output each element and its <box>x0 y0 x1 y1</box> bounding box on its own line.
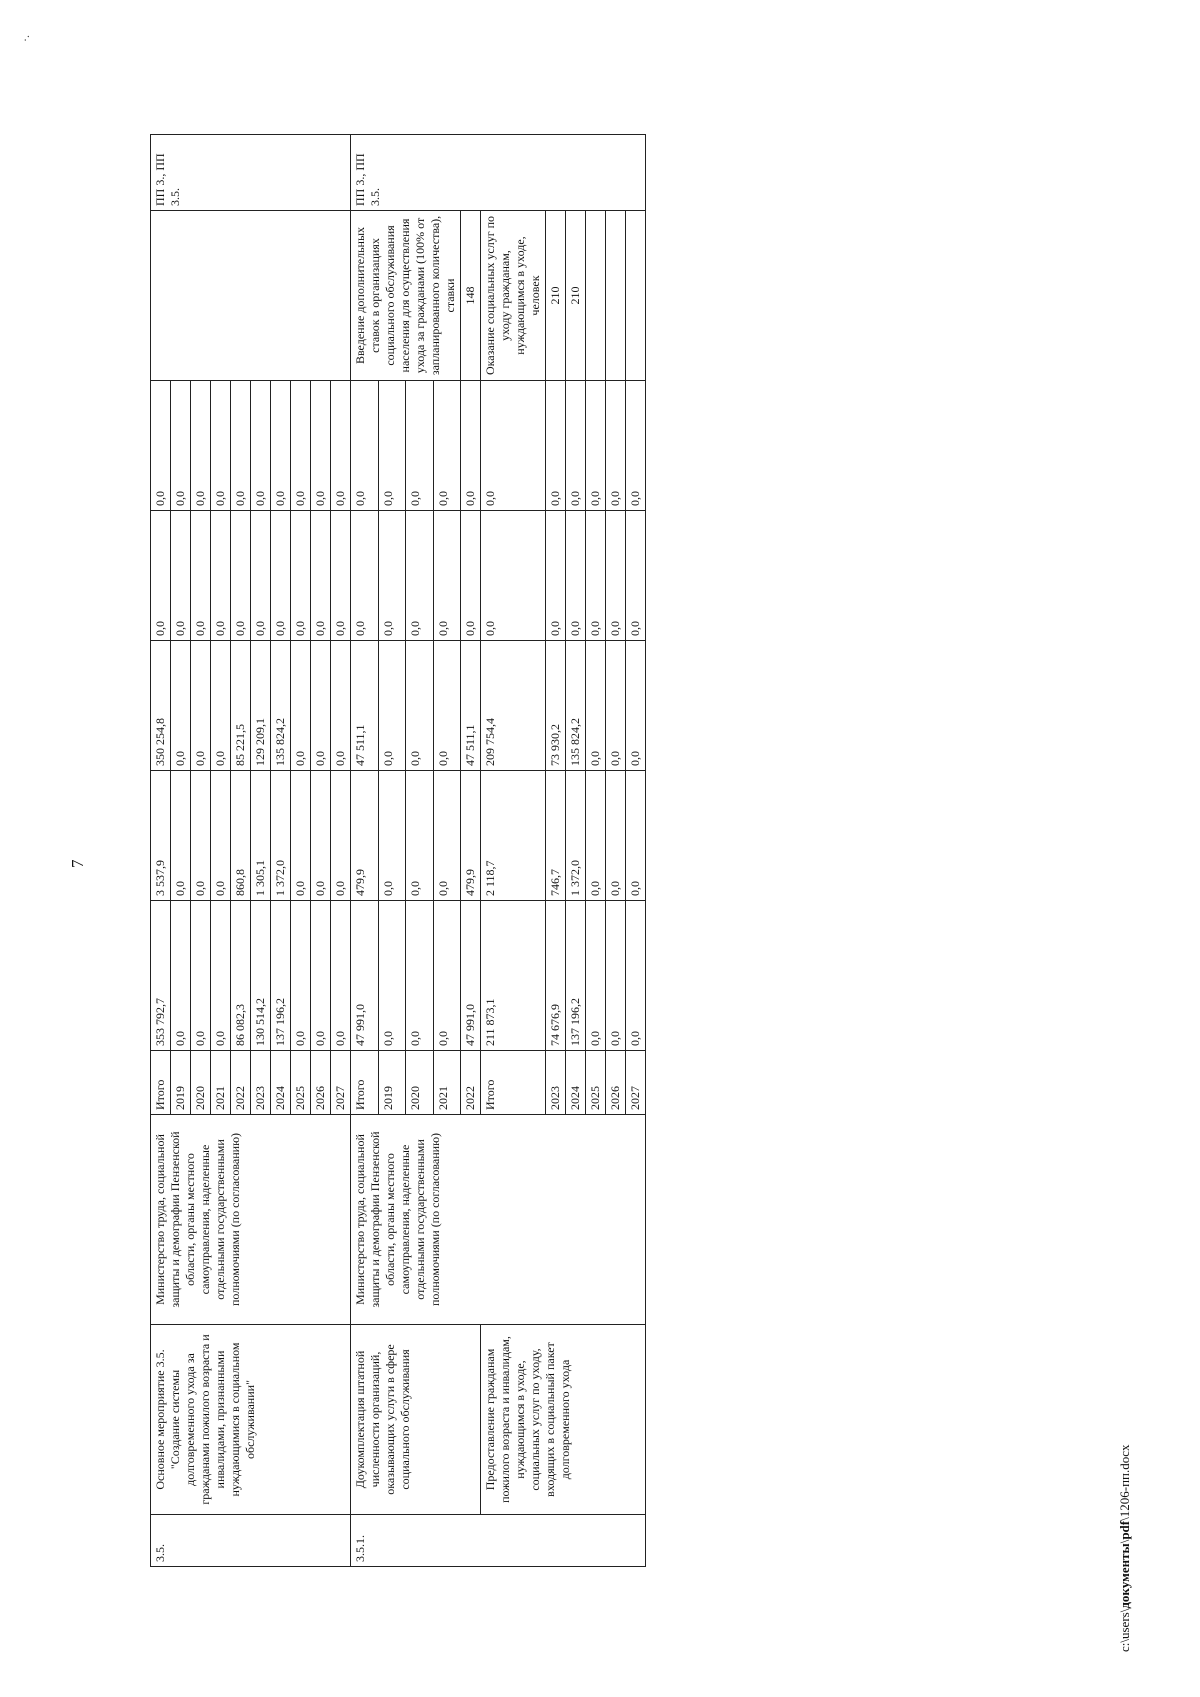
indicator-cell: Введение дополнительных ставок в организациях социального обслуживания населения для осуществления ухода за гражданами (100% от запланированного количества), ставки <box>351 211 461 381</box>
total-cell: 211 873,1 <box>481 901 546 1051</box>
regional-cell: 0,0 <box>626 641 646 771</box>
regional-cell: 135 824,2 <box>271 641 291 771</box>
regional-cell: 209 754,4 <box>481 641 546 771</box>
row-number: 3.5. <box>151 1515 351 1567</box>
regional-cell: 0,0 <box>406 641 434 771</box>
year-cell: 2023 <box>251 1051 271 1115</box>
federal-cell: 0,0 <box>586 771 606 901</box>
federal-cell: 1 372,0 <box>566 771 586 901</box>
local-cell: 0,0 <box>171 511 191 641</box>
page-number: 7 <box>68 859 87 868</box>
total-cell: 0,0 <box>406 901 434 1051</box>
total-cell: 0,0 <box>606 901 626 1051</box>
other-cell: 0,0 <box>211 381 231 511</box>
year-cell: Итого <box>481 1051 546 1115</box>
total-cell: 353 792,7 <box>151 901 171 1051</box>
federal-cell: 0,0 <box>211 771 231 901</box>
row-number: 3.5.1. <box>351 1515 646 1567</box>
total-cell: 0,0 <box>586 901 606 1051</box>
year-cell: 2019 <box>171 1051 191 1115</box>
other-cell: 0,0 <box>606 381 626 511</box>
federal-cell: 2 118,7 <box>481 771 546 901</box>
regional-cell: 129 209,1 <box>251 641 271 771</box>
local-cell: 0,0 <box>626 511 646 641</box>
local-cell: 0,0 <box>586 511 606 641</box>
total-cell: 0,0 <box>211 901 231 1051</box>
local-cell: 0,0 <box>406 511 434 641</box>
regional-cell: 47 511,1 <box>461 641 481 771</box>
year-cell: 2023 <box>546 1051 566 1115</box>
other-cell: 0,0 <box>271 381 291 511</box>
total-cell: 47 991,0 <box>461 901 481 1051</box>
federal-cell: 0,0 <box>433 771 461 901</box>
executor: Министерство труда, социальной защиты и демографии Пензенской области, органы местного самоуправления, наделенные отдельными государственными полномочиями (по согласованию) <box>351 1115 646 1325</box>
year-cell: 2024 <box>271 1051 291 1115</box>
indicator-value <box>586 211 606 381</box>
federal-cell: 746,7 <box>546 771 566 901</box>
total-cell: 0,0 <box>331 901 351 1051</box>
regional-cell: 73 930,2 <box>546 641 566 771</box>
total-cell: 0,0 <box>378 901 406 1051</box>
regional-cell: 0,0 <box>586 641 606 771</box>
local-cell: 0,0 <box>151 511 171 641</box>
regional-cell: 0,0 <box>211 641 231 771</box>
other-cell: 0,0 <box>171 381 191 511</box>
local-cell: 0,0 <box>271 511 291 641</box>
other-cell: 0,0 <box>378 381 406 511</box>
federal-cell: 1 305,1 <box>251 771 271 901</box>
other-cell: 0,0 <box>191 381 211 511</box>
regional-cell: 0,0 <box>291 641 311 771</box>
year-cell: 2020 <box>406 1051 434 1115</box>
indicator-cell: Оказание социальных услуг по уходу гражданам, нуждающимся в уходе, человек <box>481 211 546 381</box>
year-cell: 2025 <box>586 1051 606 1115</box>
total-cell: 0,0 <box>311 901 331 1051</box>
year-cell: 2026 <box>311 1051 331 1115</box>
file-path: c:\users\документы\pdf\1206-пп.docx <box>1117 1444 1132 1652</box>
federal-cell: 0,0 <box>171 771 191 901</box>
year-cell: 2027 <box>331 1051 351 1115</box>
indicator-value <box>606 211 626 381</box>
year-cell: 2022 <box>231 1051 251 1115</box>
year-cell: 2026 <box>606 1051 626 1115</box>
local-cell: 0,0 <box>311 511 331 641</box>
federal-cell: 0,0 <box>626 771 646 901</box>
year-cell: 2020 <box>191 1051 211 1115</box>
other-cell: 0,0 <box>566 381 586 511</box>
federal-cell: 0,0 <box>291 771 311 901</box>
total-cell: 0,0 <box>291 901 311 1051</box>
other-cell: 0,0 <box>331 381 351 511</box>
federal-cell: 860,8 <box>231 771 251 901</box>
regional-cell: 0,0 <box>311 641 331 771</box>
total-cell: 137 196,2 <box>566 901 586 1051</box>
other-cell: 0,0 <box>461 381 481 511</box>
regional-cell: 135 824,2 <box>566 641 586 771</box>
local-cell: 0,0 <box>461 511 481 641</box>
measure-name: Предоставление гражданам пожилого возраста и инвалидам, нуждающимся в уходе, социальных услуг по уходу, входящих в социальный пакет долговременного ухода <box>481 1325 646 1515</box>
federal-cell: 0,0 <box>191 771 211 901</box>
total-cell: 0,0 <box>191 901 211 1051</box>
table-row <box>151 135 171 1567</box>
local-cell: 0,0 <box>191 511 211 641</box>
year-cell: 2019 <box>378 1051 406 1115</box>
other-cell: 0,0 <box>231 381 251 511</box>
total-cell: 130 514,2 <box>251 901 271 1051</box>
regional-cell: 350 254,8 <box>151 641 171 771</box>
regional-cell: 47 511,1 <box>351 641 379 771</box>
local-cell: 0,0 <box>546 511 566 641</box>
indicator-cell <box>151 211 351 381</box>
year-cell: 2021 <box>433 1051 461 1115</box>
indicator-value: 148 <box>461 211 481 381</box>
other-cell: 0,0 <box>351 381 379 511</box>
federal-cell: 0,0 <box>331 771 351 901</box>
indicator-value <box>626 211 646 381</box>
federal-cell: 0,0 <box>378 771 406 901</box>
total-cell: 0,0 <box>626 901 646 1051</box>
indicator-value: 210 <box>566 211 586 381</box>
total-cell: 0,0 <box>433 901 461 1051</box>
year-cell: 2025 <box>291 1051 311 1115</box>
total-cell: 86 082,3 <box>231 901 251 1051</box>
regional-cell: 0,0 <box>433 641 461 771</box>
local-cell: 0,0 <box>481 511 546 641</box>
regional-cell: 0,0 <box>171 641 191 771</box>
local-cell: 0,0 <box>231 511 251 641</box>
local-cell: 0,0 <box>433 511 461 641</box>
corner-mark: ·. <box>18 35 32 42</box>
other-cell: 0,0 <box>626 381 646 511</box>
other-cell: 0,0 <box>433 381 461 511</box>
total-cell: 74 676,9 <box>546 901 566 1051</box>
regional-cell: 85 221,5 <box>231 641 251 771</box>
other-cell: 0,0 <box>406 381 434 511</box>
year-cell: Итого <box>351 1051 379 1115</box>
year-cell: 2021 <box>211 1051 231 1115</box>
local-cell: 0,0 <box>351 511 379 641</box>
regional-cell: 0,0 <box>191 641 211 771</box>
other-cell: 0,0 <box>251 381 271 511</box>
regional-cell: 0,0 <box>606 641 626 771</box>
regional-cell: 0,0 <box>378 641 406 771</box>
reference: ПП 3., ПП 3.5. <box>151 135 351 211</box>
federal-cell: 0,0 <box>406 771 434 901</box>
local-cell: 0,0 <box>331 511 351 641</box>
federal-cell: 0,0 <box>606 771 626 901</box>
other-cell: 0,0 <box>546 381 566 511</box>
table-row <box>351 135 379 1567</box>
total-cell: 47 991,0 <box>351 901 379 1051</box>
table-row <box>481 135 546 1567</box>
other-cell: 0,0 <box>481 381 546 511</box>
total-cell: 137 196,2 <box>271 901 291 1051</box>
reference: ПП 3., ПП 3.5. <box>351 135 646 211</box>
local-cell: 0,0 <box>378 511 406 641</box>
other-cell: 0,0 <box>311 381 331 511</box>
local-cell: 0,0 <box>211 511 231 641</box>
year-cell: 2024 <box>566 1051 586 1115</box>
other-cell: 0,0 <box>151 381 171 511</box>
federal-cell: 3 537,9 <box>151 771 171 901</box>
other-cell: 0,0 <box>291 381 311 511</box>
local-cell: 0,0 <box>251 511 271 641</box>
total-cell: 0,0 <box>171 901 191 1051</box>
indicator-value: 210 <box>546 211 566 381</box>
measure-name: Основное мероприятие 3.5. "Создание системы долговременного ухода за гражданами пожилого возраста и инвалидами, признанными нуждающимися в социальном обслуживании" <box>151 1325 351 1515</box>
federal-cell: 0,0 <box>311 771 331 901</box>
year-cell: 2027 <box>626 1051 646 1115</box>
year-cell: 2022 <box>461 1051 481 1115</box>
year-cell: Итого <box>151 1051 171 1115</box>
executor: Министерство труда, социальной защиты и демографии Пензенской области, органы местного самоуправления, наделенные отдельными государственными полномочиями (по согласованию) <box>151 1115 351 1325</box>
program-table <box>150 134 646 1567</box>
local-cell: 0,0 <box>566 511 586 641</box>
local-cell: 0,0 <box>606 511 626 641</box>
federal-cell: 479,9 <box>351 771 379 901</box>
federal-cell: 479,9 <box>461 771 481 901</box>
local-cell: 0,0 <box>291 511 311 641</box>
federal-cell: 1 372,0 <box>271 771 291 901</box>
measure-name: Доукомплектация штатной численности организаций, оказывающих услуги в сфере социального обслуживания <box>351 1325 481 1515</box>
regional-cell: 0,0 <box>331 641 351 771</box>
other-cell: 0,0 <box>586 381 606 511</box>
